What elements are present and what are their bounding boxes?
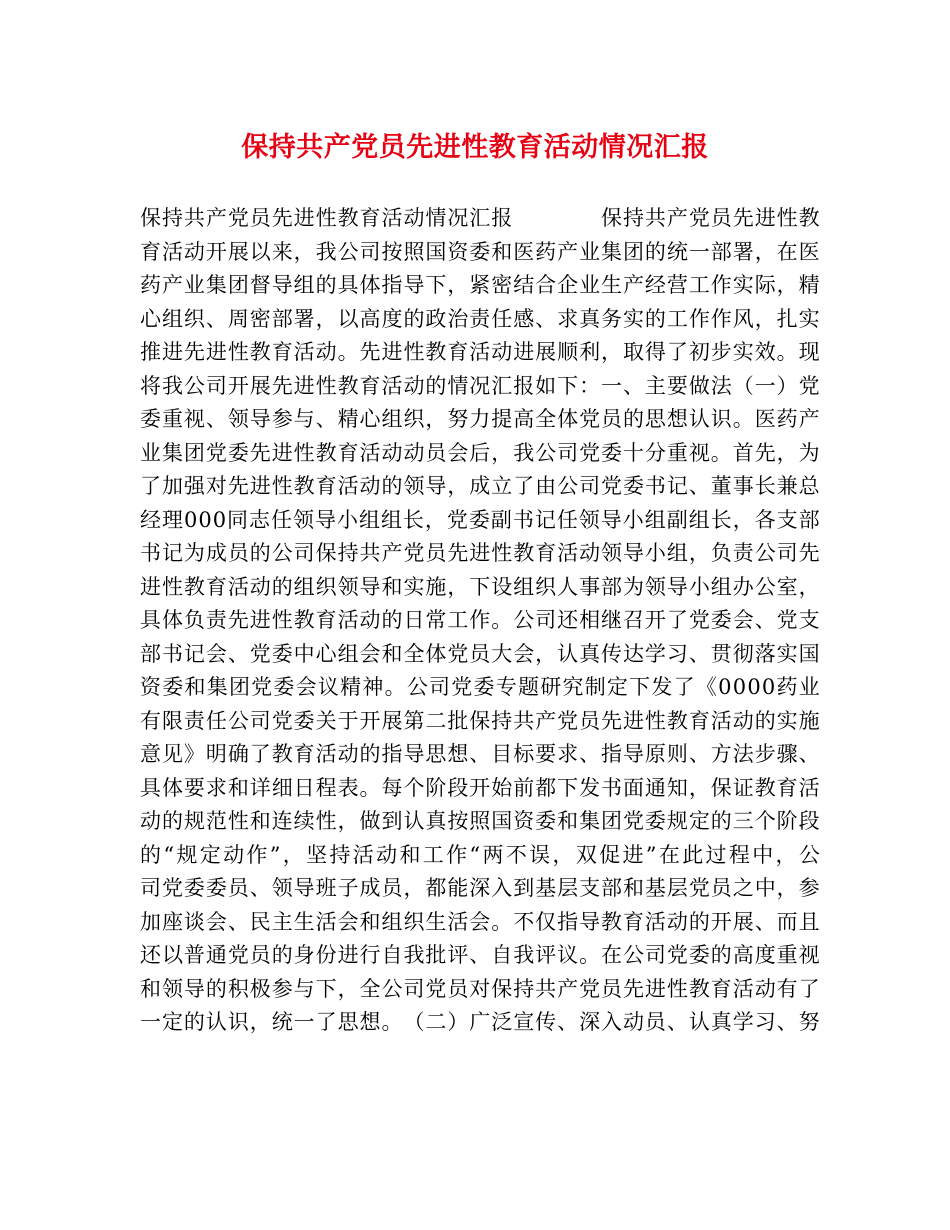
paragraph-line: 书 记 为 成 员 的 公 司 保 持 共 产 党 员 先 进 性 教 育 活 动 领 导 小 组 ， 负 责 公 司 先	[140, 541, 820, 565]
paragraph-line: 加 座 谈 会 、 民 主 生 活 会 和 组 织 生 活 会 。 不 仅 指 导 教 育 活 动 的 开 展 、 而 且	[140, 909, 820, 934]
paragraph-line: 和 领 导 的 积 极 参 与 下 ， 全 公 司 党 员 对 保 持 共 产 党 员 先 进 性 教 育 活 动 有 了	[140, 976, 820, 1001]
paragraph-line: 有 限 责 任 公 司 党 委 关 于 开 展 第 二 批 保 持 共 产 党 员 先 进 性 教 育 活 动 的 实 施	[140, 708, 820, 733]
paragraph-line: 的 “ 规 定 动 作 ” ， 坚 持 活 动 和 工 作 “ 两 不 误 ， 双 促 进 ” 在 此 过 程 中 ， 公	[140, 842, 820, 867]
paragraph-line: 了 加 强 对 先 进 性 教 育 活 动 的 领 导 ， 成 立 了 由 公 司 党 委 书 记 、 董 事 长 兼 总	[140, 474, 820, 498]
document-body	[140, 202, 820, 1040]
paragraph-line: 动 的 规 范 性 和 连 续 性 ， 做 到 认 真 按 照 国 资 委 和 集 团 党 委 规 定 的 三 个 阶 段	[140, 809, 820, 833]
document-title: 保持共产党员先进性教育活动情况汇报	[241, 132, 709, 163]
paragraph-line: 具 体 负 责 先 进 性 教 育 活 动 的 日 常 工 作 。 公 司 还 相 继 召 开 了 党 委 会 、 党 支	[140, 608, 820, 632]
paragraph-line: 心 组 织 、 周 密 部 署 ， 以 高 度 的 政 治 责 任 感 、 求 真 务 实 的 工 作 作 风 ， 扎 实	[140, 306, 820, 331]
paragraph-line: 司 党 委 委 员 、 领 导 班 子 成 员 ， 都 能 深 入 到 基 层 支 部 和 基 层 党 员 之 中 ， 参	[140, 876, 820, 900]
paragraph-line: 还 以 普 通 党 员 的 身 份 进 行 自 我 批 评 、 自 我 评 议 。 在 公 司 党 委 的 高 度 重 视	[140, 943, 820, 967]
paragraph-line: 进 性 教 育 活 动 的 组 织 领 导 和 实 施 ， 下 设 组 织 人 事 部 为 领 导 小 组 办 公 室 ，	[140, 574, 820, 599]
paragraph-line: 意 见 》 明 确 了 教 育 活 动 的 指 导 思 想 、 目 标 要 求 、 指 导 原 则 、 方 法 步 骤 、	[140, 742, 820, 766]
paragraph-line: 委 重 视 、 领 导 参 与 、 精 心 组 织 ， 努 力 提 高 全 体 党 员 的 思 想 认 识 。 医 药 产	[140, 407, 820, 431]
paragraph-line: 药 产 业 集 团 督 导 组 的 具 体 指 导 下 ， 紧 密 结 合 企 业 生 产 经 营 工 作 实 际 ， 精	[140, 273, 820, 297]
paragraph-line: 经 理 0 0 0 同 志 任 领 导 小 组 组 长 ， 党 委 副 书 记 任 领 导 小 组 副 组 长 ， 各 支 部	[140, 507, 820, 532]
paragraph-line: 部 书 记 会 、 党 委 中 心 组 会 和 全 体 党 员 大 会 ， 认 真 传 达 学 习 、 贯 彻 落 实 国	[140, 641, 820, 666]
paragraph-line: 具 体 要 求 和 详 细 日 程 表 。 每 个 阶 段 开 始 前 都 下 发 书 面 通 知 ， 保 证 教 育 活	[140, 775, 820, 800]
paragraph-line: 业 集 团 党 委 先 进 性 教 育 活 动 动 员 会 后 ， 我 公 司 党 委 十 分 重 视 。 首 先 ， 为	[140, 440, 820, 465]
paragraph-line: 一 定 的 认 识 ， 统 一 了 思 想 。 （ 二 ） 广 泛 宣 传 、 深 入 动 员 、 认 真 学 习 、 努	[140, 1010, 820, 1034]
paragraph-line: 资 委 和 集 团 党 委 会 议 精 神 。 公 司 党 委 专 题 研 究 制 定 下 发 了 《 0 0 0 0 药 业	[140, 675, 820, 699]
paragraph-line: 育 活 动 开 展 以 来 ， 我 公 司 按 照 国 资 委 和 医 药 产 业 集 团 的 统 一 部 署 ， 在 医	[140, 239, 820, 264]
paragraph-line: 保 持 共 产 党 员 先 进 性 教 育 活 动 情 况 汇 报 保 持 共 产 党 员 先 进 性 教	[140, 206, 820, 230]
paragraph-line: 将 我 公 司 开 展 先 进 性 教 育 活 动 的 情 况 汇 报 如 下 ： 一 、 主 要 做 法 （ 一 ） 党	[140, 373, 820, 398]
paragraph-line: 推 进 先 进 性 教 育 活 动 。 先 进 性 教 育 活 动 进 展 顺 利 ， 取 得 了 初 步 实 效 。 现	[140, 340, 820, 364]
